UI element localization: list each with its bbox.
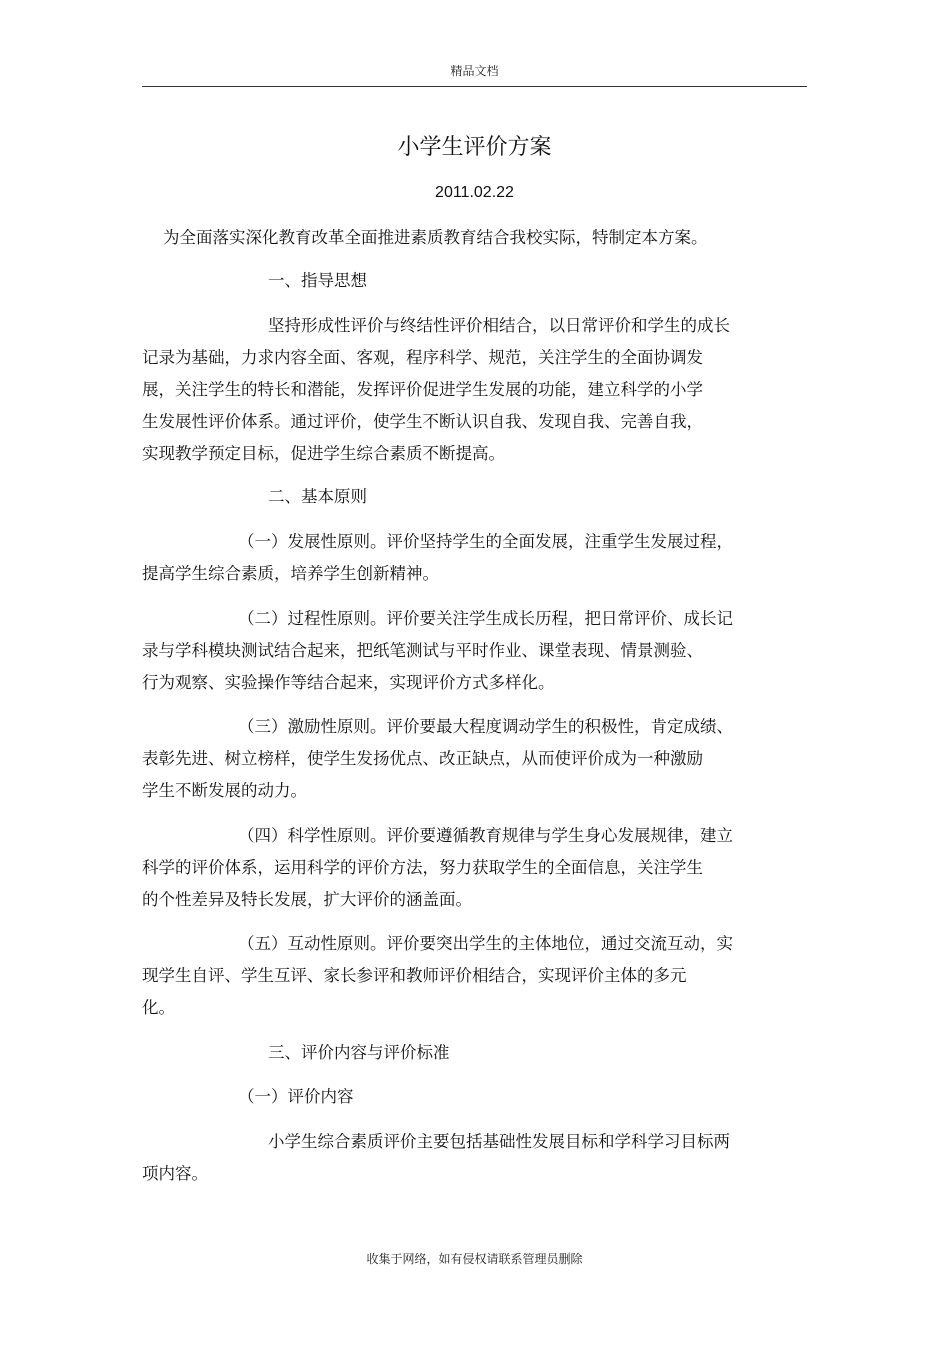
intro-line: 为全面落实深化教育改革全面推进素质教育结合我校实际，特制定本方案。	[163, 228, 708, 247]
paragraph-line: 学生不断发展的动力。	[142, 781, 307, 800]
section-heading-3: 三、评价内容与评价标准	[268, 1043, 450, 1062]
paragraph-line: （四）科学性原则。评价要遵循教育规律与学生身心发展规律，建立	[238, 826, 733, 845]
document-title: 小学生评价方案	[397, 135, 552, 160]
paragraph-line: （三）激励性原则。评价要最大程度调动学生的积极性，肯定成绩、	[238, 717, 733, 736]
paragraph-line: 生发展性评价体系。通过评价，使学生不断认识自我、发现自我、完善自我，	[142, 412, 703, 431]
paragraph-line: （二）过程性原则。评价要关注学生成长历程，把日常评价、成长记	[238, 609, 733, 628]
page-header: 精品文档	[450, 64, 499, 78]
paragraph-line: 展，关注学生的特长和潜能，发挥评价促进学生发展的功能，建立科学的小学	[142, 380, 703, 399]
paragraph-line: 坚持形成性评价与终结性评价相结合，以日常评价和学生的成长	[268, 316, 730, 335]
paragraph-line: 小学生综合素质评价主要包括基础性发展目标和学科学习目标两	[268, 1132, 730, 1151]
section-heading-2: 二、基本原则	[268, 487, 367, 506]
paragraph-line: 现学生自评、学生互评、家长参评和教师评价相结合，实现评价主体的多元	[142, 966, 687, 985]
paragraph-line: （五）互动性原则。评价要突出学生的主体地位，通过交流互动，实	[238, 934, 733, 953]
section-heading-1: 一、指导思想	[268, 271, 367, 290]
paragraph-line: 科学的评价体系，运用科学的评价方法，努力获取学生的全面信息，关注学生	[142, 858, 703, 877]
document-date: 2011.02.22	[435, 184, 514, 201]
paragraph-line: 化。	[142, 998, 175, 1017]
subsection-heading: （一）评价内容	[238, 1087, 354, 1106]
paragraph-line: 提高学生综合素质，培养学生创新精神。	[142, 564, 439, 583]
paragraph-line: 的个性差异及特长发展，扩大评价的涵盖面。	[142, 890, 472, 909]
header-rule	[142, 86, 807, 87]
paragraph-line: 项内容。	[142, 1164, 208, 1183]
paragraph-line: 表彰先进、树立榜样，使学生发扬优点、改正缺点，从而使评价成为一种激励	[142, 749, 703, 768]
paragraph-line: 实现教学预定目标，促进学生综合素质不断提高。	[142, 444, 505, 463]
paragraph-line: （一）发展性原则。评价坚持学生的全面发展，注重学生发展过程，	[238, 532, 733, 551]
page-footer: 收集于网络，如有侵权请联系管理员删除	[366, 1252, 583, 1266]
paragraph-line: 行为观察、实验操作等结合起来，实现评价方式多样化。	[142, 673, 555, 692]
paragraph-line: 记录为基础，力求内容全面、客观，程序科学、规范，关注学生的全面协调发	[142, 348, 703, 367]
paragraph-line: 录与学科模块测试结合起来，把纸笔测试与平时作业、课堂表现、情景测验、	[142, 641, 703, 660]
